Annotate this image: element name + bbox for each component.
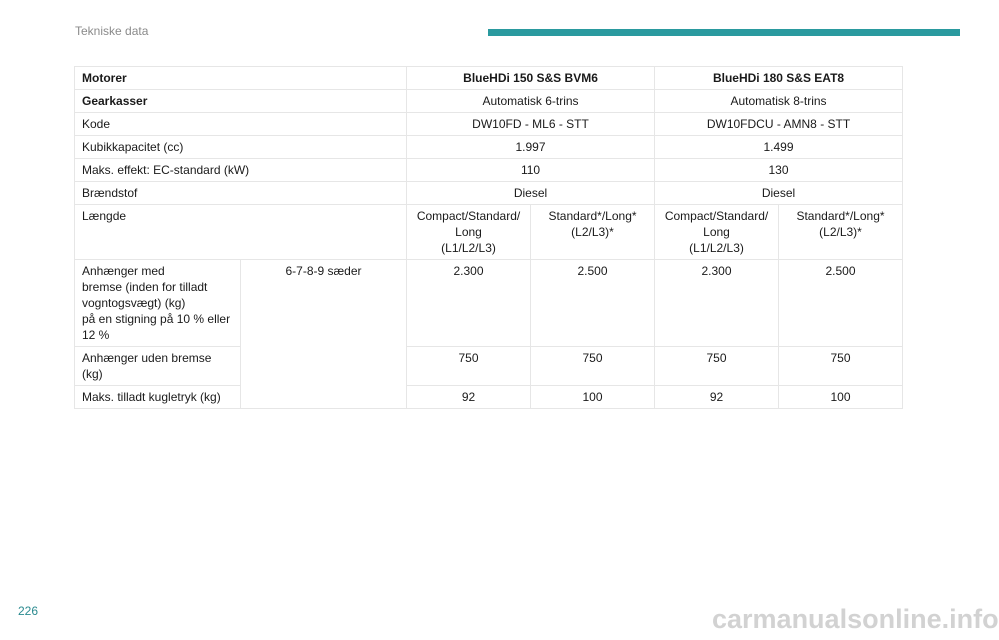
engine-spec-table <box>74 66 903 409</box>
trailer-braked-cell-3: 2.300 <box>655 260 779 347</box>
laengde-cell-2-line-2: (L2/L3)* <box>571 225 614 239</box>
trailer-unbraked-cell-1: 750 <box>407 347 531 386</box>
table-row-braendstof <box>75 182 903 205</box>
row-label-effekt: Maks. effekt: EC-standard (kW) <box>75 159 407 182</box>
laengde-cell-3 <box>655 205 779 260</box>
laengde-cell-1 <box>407 205 531 260</box>
header-accent-bar <box>488 29 960 36</box>
table-row-gearkasser <box>75 90 903 113</box>
table-row-motorer <box>75 67 903 90</box>
watermark: carmanualsonline.info <box>712 604 999 634</box>
trailer-braked-line-1: Anhænger med <box>82 264 165 278</box>
table-row-kode <box>75 113 903 136</box>
trailer-unbraked-cell-3: 750 <box>655 347 779 386</box>
engine-col-2-header: BlueHDi 180 S&S EAT8 <box>655 67 903 90</box>
laengde-cell-4-line-1: Standard*/Long* <box>796 209 885 223</box>
table-row-effekt <box>75 159 903 182</box>
effekt-col-1: 110 <box>407 159 655 182</box>
trailer-braked-line-5: 12 % <box>82 328 110 342</box>
kubik-col-2: 1.499 <box>655 136 903 159</box>
row-label-kugletryk: Maks. tilladt kugletryk (kg) <box>75 386 241 409</box>
kugletryk-cell-2: 100 <box>531 386 655 409</box>
kubik-col-1: 1.997 <box>407 136 655 159</box>
trailer-braked-cell-1: 2.300 <box>407 260 531 347</box>
laengde-cell-3-line-3: (L1/L2/L3) <box>689 241 744 255</box>
kode-col-1: DW10FD - ML6 - STT <box>407 113 655 136</box>
row-label-trailer-unbraked <box>75 347 241 386</box>
kugletryk-cell-1: 92 <box>407 386 531 409</box>
laengde-cell-3-line-2: Long <box>703 225 730 239</box>
laengde-cell-3-line-1: Compact/Standard/ <box>664 209 769 223</box>
row-label-kode: Kode <box>75 113 407 136</box>
trailer-unbraked-line-1: Anhænger uden bremse <box>82 351 212 365</box>
trailer-braked-line-3: vogntogsvægt) (kg) <box>82 296 186 310</box>
row-label-laengde: Længde <box>75 205 407 260</box>
row-label-trailer-braked <box>75 260 241 347</box>
section-title: Tekniske data <box>75 24 149 38</box>
braendstof-col-2: Diesel <box>655 182 903 205</box>
trailer-unbraked-cell-2: 750 <box>531 347 655 386</box>
effekt-col-2: 130 <box>655 159 903 182</box>
laengde-cell-1-line-1: Compact/Standard/ <box>416 209 521 223</box>
table-row-laengde <box>75 205 903 260</box>
trailer-braked-cell-4: 2.500 <box>779 260 903 347</box>
trailer-braked-line-2: bremse (inden for tilladt <box>82 280 208 294</box>
page-number: 226 <box>18 604 39 618</box>
table-row-trailer-braked <box>75 260 903 347</box>
laengde-cell-2-line-1: Standard*/Long* <box>548 209 637 223</box>
laengde-cell-4 <box>779 205 903 260</box>
laengde-cell-4-line-2: (L2/L3)* <box>819 225 862 239</box>
trailer-braked-cell-2: 2.500 <box>531 260 655 347</box>
table-row-trailer-unbraked <box>75 347 903 386</box>
engine-col-1-header: BlueHDi 150 S&S BVM6 <box>407 67 655 90</box>
table-row-kubikkapacitet <box>75 136 903 159</box>
laengde-cell-2 <box>531 205 655 260</box>
seats-label: 6-7-8-9 sæder <box>241 260 407 409</box>
gearkasser-col-1: Automatisk 6-trins <box>407 90 655 113</box>
gearkasser-col-2: Automatisk 8-trins <box>655 90 903 113</box>
trailer-braked-line-4: på en stigning på 10 % eller <box>82 312 231 326</box>
laengde-cell-1-line-2: Long <box>455 225 482 239</box>
kode-col-2: DW10FDCU - AMN8 - STT <box>655 113 903 136</box>
row-label-gearkasser: Gearkasser <box>75 90 407 113</box>
table-row-kugletryk <box>75 386 903 409</box>
braendstof-col-1: Diesel <box>407 182 655 205</box>
trailer-unbraked-line-2: (kg) <box>82 367 103 381</box>
row-label-braendstof: Brændstof <box>75 182 407 205</box>
kugletryk-cell-3: 92 <box>655 386 779 409</box>
kugletryk-cell-4: 100 <box>779 386 903 409</box>
laengde-cell-1-line-3: (L1/L2/L3) <box>441 241 496 255</box>
trailer-unbraked-cell-4: 750 <box>779 347 903 386</box>
row-label-motorer: Motorer <box>75 67 407 90</box>
row-label-kubikkapacitet: Kubikkapacitet (cc) <box>75 136 407 159</box>
